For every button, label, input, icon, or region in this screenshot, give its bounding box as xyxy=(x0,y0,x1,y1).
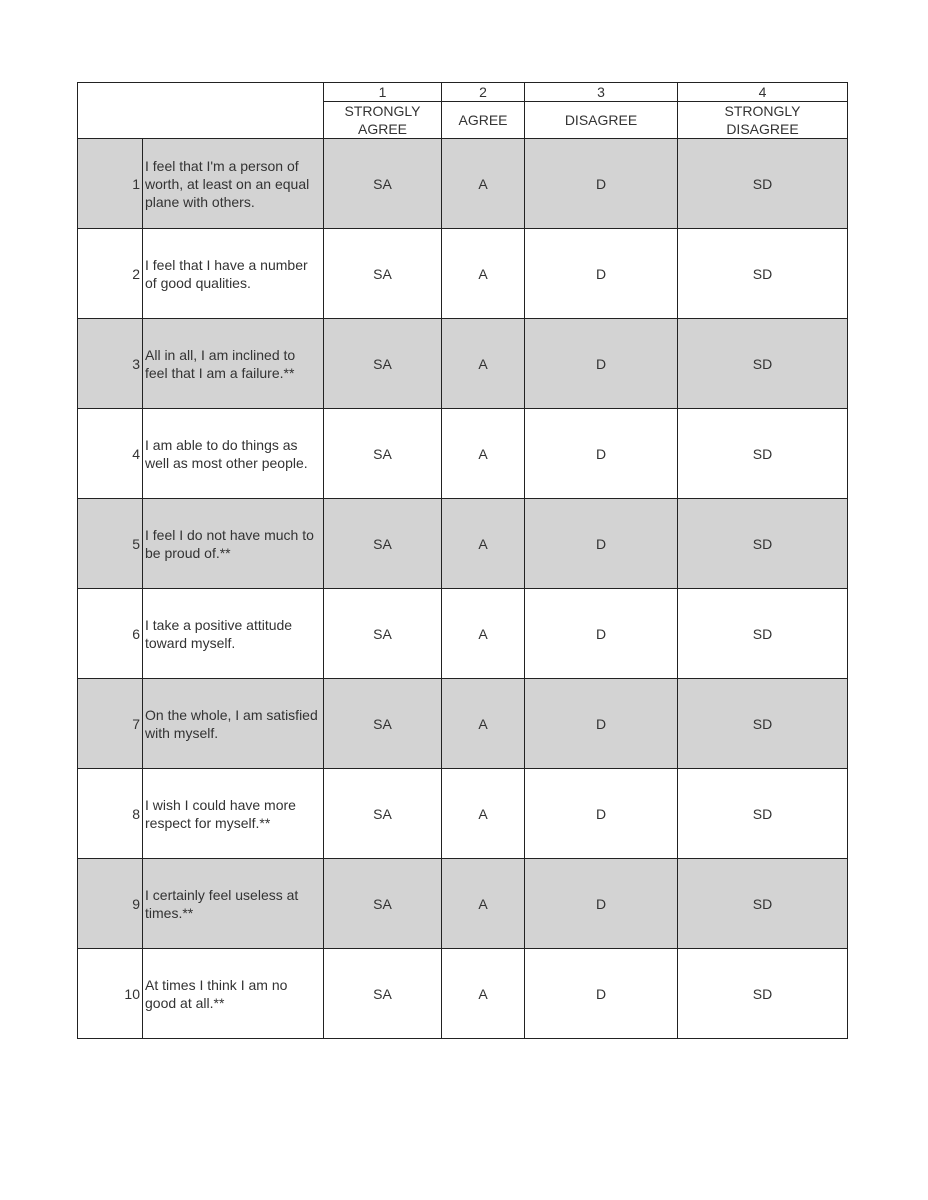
response-option-strongly-agree[interactable]: SA xyxy=(324,319,442,409)
item-statement: On the whole, I am satisfied with myself. xyxy=(143,679,324,769)
response-option-agree[interactable]: A xyxy=(442,589,525,679)
response-option-strongly-agree[interactable]: SA xyxy=(324,499,442,589)
response-option-agree[interactable]: A xyxy=(442,949,525,1039)
item-number: 5 xyxy=(78,499,143,589)
response-option-agree[interactable]: A xyxy=(442,859,525,949)
item-number: 4 xyxy=(78,409,143,499)
column-label-line: STRONGLY xyxy=(724,103,801,119)
column-number-3: 3 xyxy=(525,83,678,102)
item-statement: I certainly feel useless at times.** xyxy=(143,859,324,949)
item-statement: All in all, I am inclined to feel that I am a failure.** xyxy=(143,319,324,409)
response-option-strongly-agree[interactable]: SA xyxy=(324,589,442,679)
response-option-agree[interactable]: A xyxy=(442,769,525,859)
response-option-agree[interactable]: A xyxy=(442,229,525,319)
response-option-disagree[interactable]: D xyxy=(525,409,678,499)
response-option-strongly-agree[interactable]: SA xyxy=(324,769,442,859)
item-statement: I am able to do things as well as most other people. xyxy=(143,409,324,499)
item-row xyxy=(78,769,848,859)
item-number: 6 xyxy=(78,589,143,679)
response-option-strongly-disagree[interactable]: SD xyxy=(678,589,848,679)
response-option-strongly-agree[interactable]: SA xyxy=(324,679,442,769)
column-label-strongly-agree xyxy=(324,102,442,139)
item-row xyxy=(78,679,848,769)
column-number-1: 1 xyxy=(324,83,442,102)
column-label-line: DISAGREE xyxy=(726,121,799,137)
response-option-strongly-agree[interactable]: SA xyxy=(324,139,442,229)
response-option-strongly-agree[interactable]: SA xyxy=(324,229,442,319)
item-statement: I feel that I'm a person of worth, at least on an equal plane with others. xyxy=(143,139,324,229)
response-option-disagree[interactable]: D xyxy=(525,769,678,859)
column-label-disagree xyxy=(525,102,678,139)
response-option-disagree[interactable]: D xyxy=(525,859,678,949)
item-row xyxy=(78,859,848,949)
item-row xyxy=(78,409,848,499)
column-label-line: STRONGLY xyxy=(344,103,421,119)
response-option-agree[interactable]: A xyxy=(442,139,525,229)
blank-corner-cell xyxy=(78,83,324,139)
response-option-disagree[interactable]: D xyxy=(525,229,678,319)
response-option-disagree[interactable]: D xyxy=(525,499,678,589)
response-option-disagree[interactable]: D xyxy=(525,139,678,229)
item-row xyxy=(78,949,848,1039)
item-row xyxy=(78,589,848,679)
response-option-strongly-agree[interactable]: SA xyxy=(324,409,442,499)
item-statement: I feel that I have a number of good qualities. xyxy=(143,229,324,319)
item-row xyxy=(78,499,848,589)
response-option-disagree[interactable]: D xyxy=(525,319,678,409)
column-number-row xyxy=(78,83,848,102)
response-option-strongly-disagree[interactable]: SD xyxy=(678,139,848,229)
response-option-strongly-disagree[interactable]: SD xyxy=(678,319,848,409)
item-number: 7 xyxy=(78,679,143,769)
item-number: 9 xyxy=(78,859,143,949)
item-number: 8 xyxy=(78,769,143,859)
response-option-strongly-disagree[interactable]: SD xyxy=(678,679,848,769)
response-option-agree[interactable]: A xyxy=(442,499,525,589)
column-number-4: 4 xyxy=(678,83,848,102)
column-label-line: AGREE xyxy=(458,112,508,128)
response-option-strongly-agree[interactable]: SA xyxy=(324,949,442,1039)
response-option-agree[interactable]: A xyxy=(442,319,525,409)
item-number: 3 xyxy=(78,319,143,409)
response-option-disagree[interactable]: D xyxy=(525,589,678,679)
response-option-disagree[interactable]: D xyxy=(525,949,678,1039)
response-option-strongly-disagree[interactable]: SD xyxy=(678,409,848,499)
response-option-strongly-disagree[interactable]: SD xyxy=(678,769,848,859)
item-statement: I wish I could have more respect for myself.** xyxy=(143,769,324,859)
column-label-line: DISAGREE xyxy=(564,112,638,128)
item-row xyxy=(78,319,848,409)
column-label-strongly-disagree xyxy=(678,102,848,139)
column-label-agree xyxy=(442,102,525,139)
response-option-agree[interactable]: A xyxy=(442,679,525,769)
item-statement: I feel I do not have much to be proud of.** xyxy=(143,499,324,589)
item-number: 1 xyxy=(78,139,143,229)
response-option-agree[interactable]: A xyxy=(442,409,525,499)
item-number: 10 xyxy=(78,949,143,1039)
column-number-2: 2 xyxy=(442,83,525,102)
response-option-strongly-disagree[interactable]: SD xyxy=(678,229,848,319)
column-label-line: AGREE xyxy=(357,121,407,137)
item-statement: At times I think I am no good at all.** xyxy=(143,949,324,1039)
item-statement: I take a positive attitude toward myself. xyxy=(143,589,324,679)
rating-scale-table xyxy=(77,82,848,1039)
item-row xyxy=(78,229,848,319)
item-number: 2 xyxy=(78,229,143,319)
response-option-strongly-disagree[interactable]: SD xyxy=(678,859,848,949)
response-option-strongly-disagree[interactable]: SD xyxy=(678,949,848,1039)
rating-scale-sheet xyxy=(77,82,848,1039)
item-row xyxy=(78,139,848,229)
response-option-strongly-agree[interactable]: SA xyxy=(324,859,442,949)
response-option-disagree[interactable]: D xyxy=(525,679,678,769)
response-option-strongly-disagree[interactable]: SD xyxy=(678,499,848,589)
